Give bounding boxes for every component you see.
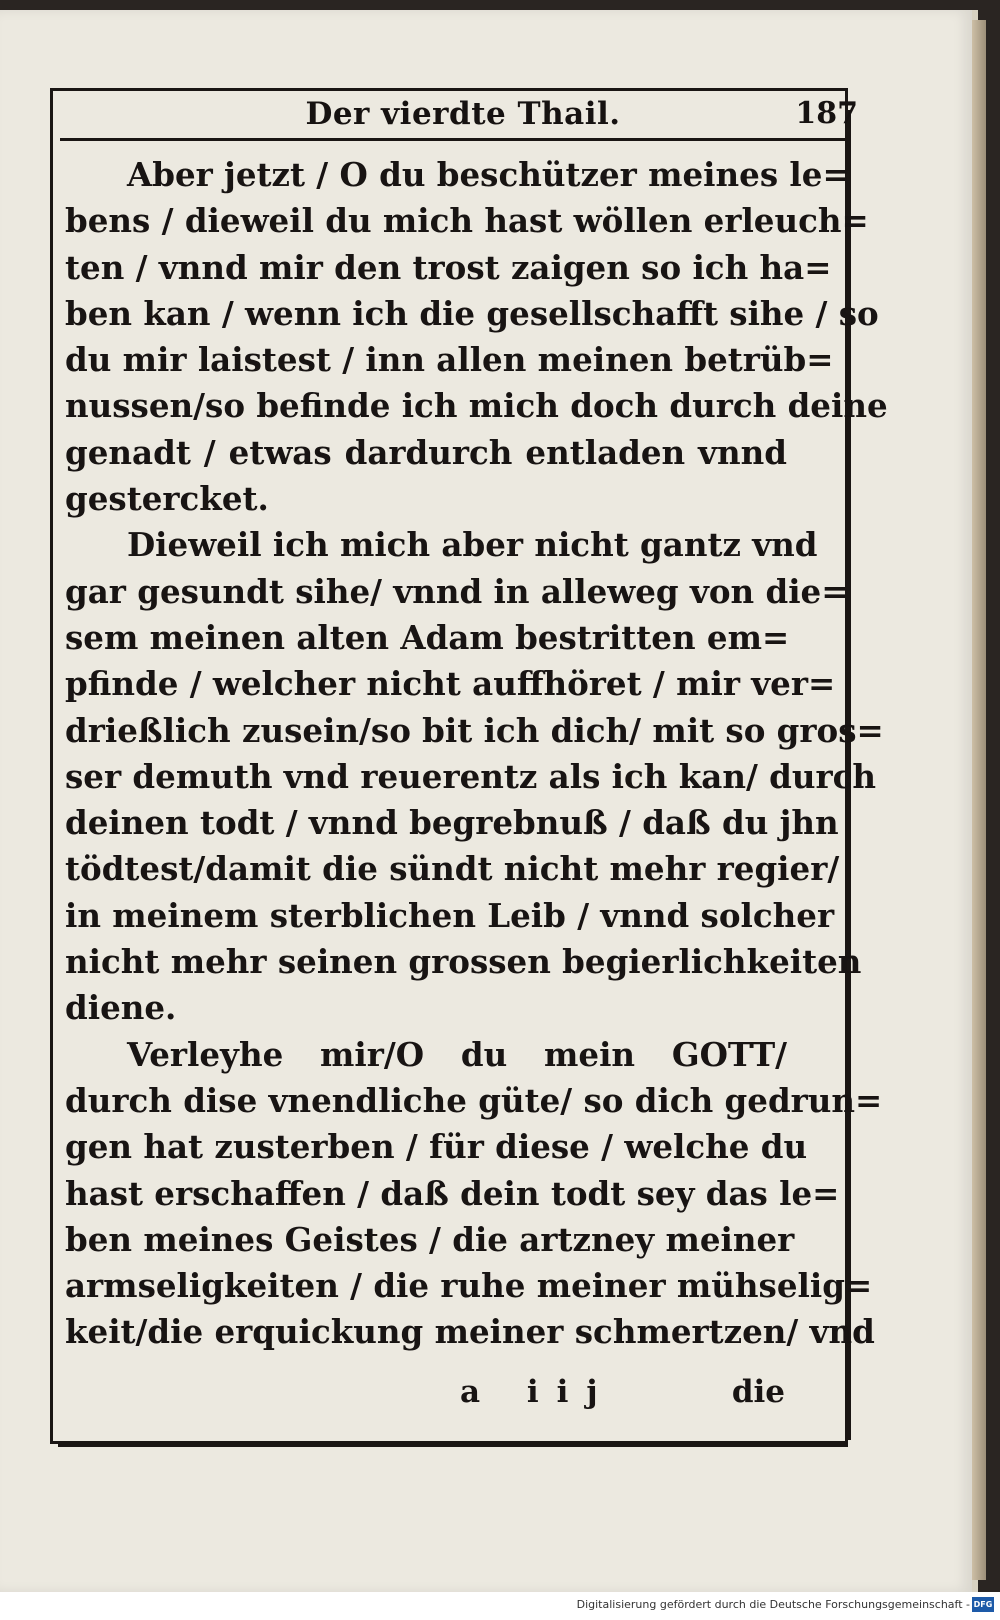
frame-shadow-bottom — [58, 1444, 848, 1447]
text-line: ser demuth vnd reuerentz als ich kan/ durch — [65, 756, 877, 796]
dfg-logo-icon: DFG — [972, 1597, 994, 1612]
text-line: pfinde / welcher nicht auffhöret / mir ver= — [65, 664, 836, 704]
text-line: Dieweil ich mich aber nicht gantz vnd — [127, 525, 818, 565]
funding-credit: Digitalisierung gefördert durch die Deutsche Forschungsgemeinschaft - — [576, 1598, 970, 1611]
text-line: ten / vnnd mir den trost zaigen so ich ha= — [65, 247, 832, 287]
text-line: drießlich zusein/so bit ich dich/ mit so gros= — [65, 710, 884, 750]
text-line: durch dise vnendliche güte/ so dich gedrun= — [65, 1080, 883, 1120]
text-line: deinen todt / vnnd begrebnuß / daß du jhn — [65, 803, 839, 843]
text-line: tödtest/damit die sündt nicht mehr regier/ — [65, 849, 840, 889]
text-line: in meinem sterblichen Leib / vnnd solcher — [65, 895, 835, 935]
text-line: diene. — [65, 988, 177, 1028]
text-line: armseligkeiten / die ruhe meiner mühselig= — [65, 1266, 873, 1306]
page-number: 187 — [795, 96, 858, 131]
page-edge — [972, 20, 986, 1580]
text-line: ben meines Geistes / die artzney meiner — [65, 1219, 795, 1259]
text-line: ben kan / wenn ich die gesellschafft sihe / so — [65, 293, 879, 333]
text-line: gar gesundt sihe/ vnnd in alleweg von die= — [65, 571, 849, 611]
text-line: hast erschaffen / daß dein todt sey das le= — [65, 1173, 840, 1213]
text-line: Aber jetzt / O du beschützer meines le= — [127, 155, 850, 194]
text-line: bens / dieweil du mich hast wöllen erleuch= — [65, 201, 869, 241]
text-line: sem meinen alten Adam bestritten em= — [65, 617, 790, 657]
body-text — [65, 152, 888, 1356]
text-line: nicht mehr seinen grossen begierlichkeiten — [65, 942, 862, 982]
signature-mark: a iij — [460, 1374, 616, 1410]
text-line: du mir laistest / inn allen meinen betrüb= — [65, 340, 834, 380]
text-line: nussen/so befinde ich mich doch durch deine — [65, 386, 888, 426]
catchword: die — [731, 1374, 785, 1410]
text-line: gestercket. — [65, 479, 269, 519]
text-line: keit/die erquickung meiner schmertzen/ vnd — [65, 1312, 875, 1352]
page-foot-line — [65, 1374, 785, 1420]
text-line: Verleyhe mir/O du mein GOTT/ — [127, 1034, 787, 1074]
digitization-footer — [0, 1592, 1000, 1620]
header-rule — [60, 138, 850, 141]
text-line: genadt / etwas dardurch entladen vnnd — [65, 432, 787, 472]
text-line: gen hat zusterben / für diese / welche du — [65, 1127, 808, 1167]
running-title: Der vierdte Thail. — [305, 96, 621, 132]
running-header — [68, 96, 858, 136]
